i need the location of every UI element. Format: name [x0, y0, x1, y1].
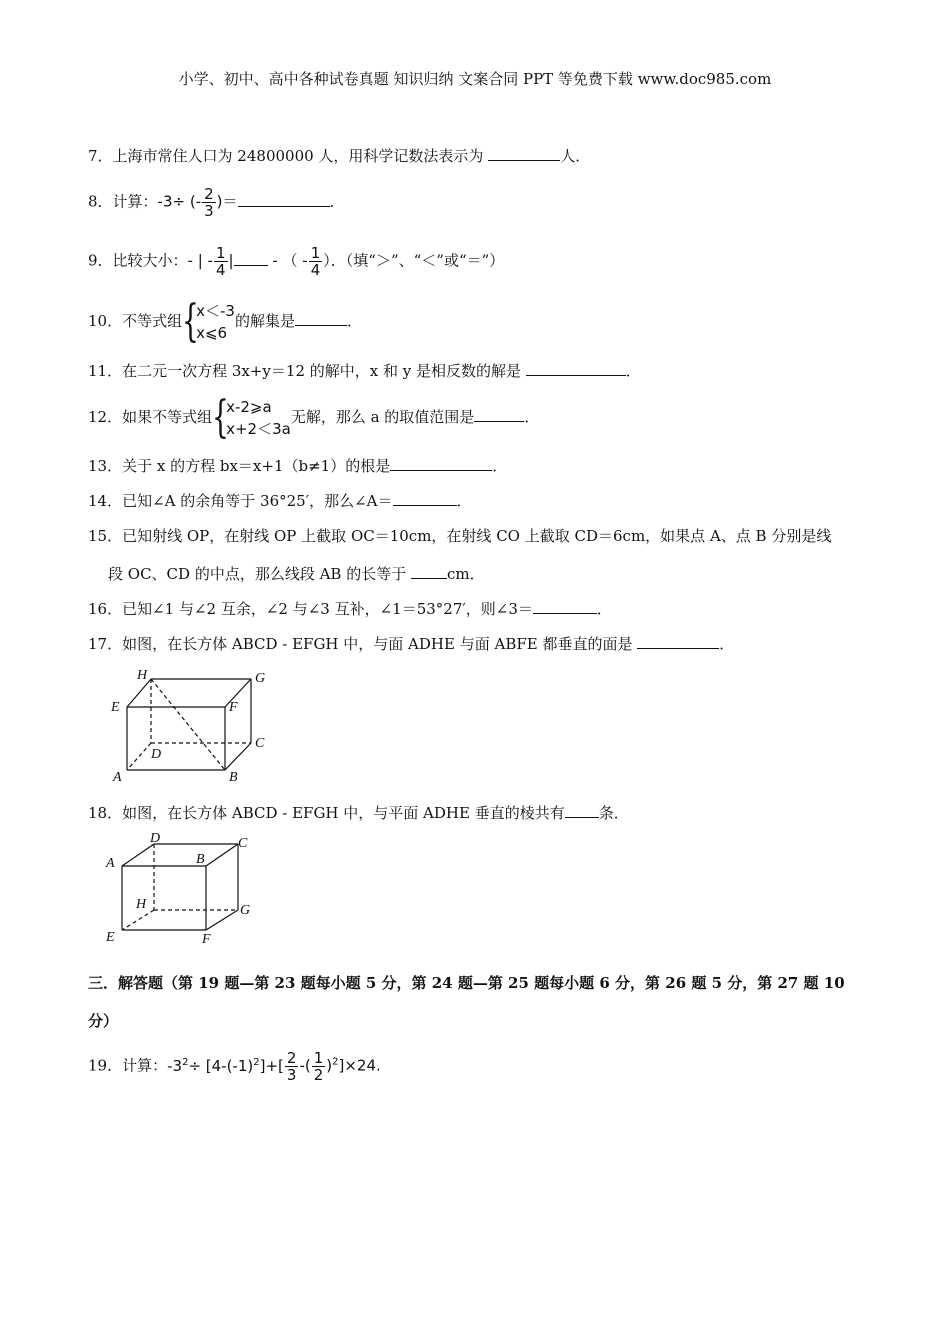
answer-blank[interactable] [390, 456, 492, 471]
brace-icon: { [212, 392, 229, 443]
question-text: 无解，那么 a 的取值范围是 [290, 408, 475, 426]
question-14 [88, 491, 472, 511]
question-text: 8．计算： [88, 192, 158, 211]
exponent: 2 [332, 1056, 339, 1068]
question-tail: ． [524, 408, 540, 426]
question-15 [88, 526, 831, 546]
vertex-label: G [255, 671, 266, 686]
question-text: 14．已知∠A 的余角等于 36°25′，那么∠A＝ [88, 492, 393, 510]
vertex-label: H [136, 897, 147, 912]
inequality-system [212, 392, 291, 443]
question-text: 7．上海市常住人口为 24800000 人，用科学记数法表示为 [88, 147, 484, 165]
section-heading-cont: 分） [88, 1012, 119, 1030]
fraction [202, 186, 216, 219]
denominator: 4 [215, 261, 226, 279]
question-text: 12．如果不等式组 [88, 408, 213, 426]
vertex-label: A [106, 856, 115, 871]
exponent: 2 [253, 1056, 260, 1068]
answer-blank[interactable] [565, 803, 599, 818]
math-expression: - | - [187, 251, 213, 270]
inequality-row: x-2⩾a [226, 398, 272, 416]
vertex-label: E [111, 700, 120, 715]
denominator: 3 [204, 202, 214, 220]
question-10 [88, 296, 362, 347]
fraction [214, 245, 228, 278]
vertex-label: F [202, 932, 211, 947]
vertex-label: F [229, 700, 238, 715]
fraction [312, 1050, 326, 1083]
question-17 [88, 634, 734, 654]
question-9 [88, 245, 504, 278]
question-text: 的解集是 [234, 312, 295, 330]
vertex-label: D [150, 831, 161, 846]
math-term: ) [326, 1056, 333, 1075]
question-tail: ）．（填“＞”、“＜”或“＝”） [323, 251, 505, 270]
question-text: 19．计算： [88, 1056, 168, 1075]
question-tail: ． [329, 192, 345, 211]
question-tail: 条． [598, 804, 629, 822]
question-text: 15．已知射线 OP，在射线 OP 上截取 OC＝10cm，在射线 CO 上截取 CD＝6cm，如果点 A、点 B 分别是线 [88, 527, 832, 545]
cuboid-figure-18 [100, 830, 270, 950]
answer-blank[interactable] [295, 311, 347, 326]
answer-blank[interactable] [234, 251, 268, 266]
page-header: 小学、初中、高中各种试卷真题 知识归纳 文案合同 PPT 等免费下载 www.doc985.com [178, 70, 772, 88]
question-text: 9．比较大小： [88, 251, 188, 270]
answer-blank[interactable] [474, 407, 524, 422]
answer-blank[interactable] [533, 599, 597, 614]
vertex-label: B [196, 852, 205, 867]
vertex-label: B [229, 770, 238, 785]
question-18 [88, 803, 629, 823]
question-text: 10．不等式组 [88, 312, 183, 330]
math-term: -( [299, 1056, 311, 1075]
numerator: 1 [310, 244, 321, 262]
answer-blank[interactable] [238, 192, 330, 207]
section-heading: 三．解答题（第 19 题—第 23 题每小题 5 分，第 24 题—第 25 题每小题 6 分，第 26 题 5 分，第 27 题 10 [88, 974, 845, 992]
question-text: 18．如图，在长方体 ABCD - EFGH 中，与平面 ADHE 垂直的棱共有 [88, 804, 565, 822]
cuboid-figure-17 [105, 665, 280, 785]
inequality-row: x＜-3 [196, 302, 235, 320]
question-text: 17．如图，在长方体 ABCD - EFGH 中，与面 ADHE 与面 ABFE 都垂直的面是 [88, 635, 633, 653]
question-tail: ． [492, 457, 508, 475]
inequality-system [182, 296, 235, 347]
vertex-label: E [106, 930, 115, 945]
answer-blank[interactable] [488, 146, 560, 161]
question-8 [88, 186, 345, 219]
question-19 [88, 1050, 381, 1083]
denominator: 3 [286, 1066, 297, 1084]
question-15-cont [108, 564, 485, 584]
question-tail: ． [719, 635, 735, 653]
question-11 [88, 361, 641, 381]
vertex-label: H [137, 668, 148, 683]
answer-blank[interactable] [411, 564, 447, 579]
question-text: 13．关于 x 的方程 bx＝x+1（b≠1）的根是 [88, 457, 391, 475]
vertex-label: D [151, 747, 162, 762]
question-12 [88, 392, 540, 443]
question-text: 11．在二元一次方程 3x+y＝12 的解中，x 和 y 是相反数的解是 [88, 362, 521, 380]
brace-icon: { [182, 296, 199, 347]
vertex-label: G [240, 903, 251, 918]
math-term: -3 [167, 1056, 183, 1075]
vertex-label: C [255, 736, 265, 751]
fraction [285, 1050, 299, 1083]
question-tail: cm． [447, 565, 485, 583]
math-expression: )＝ [216, 192, 238, 211]
exponent: 2 [182, 1056, 189, 1068]
question-text: 段 OC、CD 的中点，那么线段 AB 的长等于 [108, 565, 407, 583]
question-tail: ． [346, 312, 362, 330]
question-tail: ． [596, 600, 612, 618]
inequality-row: x⩽6 [196, 324, 228, 342]
inequality-row: x+2＜3a [226, 420, 291, 438]
numerator: 1 [215, 244, 226, 262]
question-7 [88, 146, 590, 166]
vertex-label: A [113, 770, 122, 785]
math-term: ]+[ [259, 1056, 284, 1075]
numerator: 1 [313, 1049, 324, 1067]
math-expression: | [228, 251, 234, 270]
numerator: 2 [204, 185, 214, 203]
math-term: ]×24. [338, 1056, 381, 1075]
answer-blank[interactable] [637, 634, 719, 649]
math-expression [167, 1057, 284, 1075]
math-expression: -3÷ (- [157, 192, 202, 211]
question-tail: ． [456, 492, 472, 510]
numerator: 2 [286, 1049, 297, 1067]
answer-blank[interactable] [393, 491, 457, 506]
denominator: 4 [310, 261, 321, 279]
question-13 [88, 456, 507, 476]
question-tail: ． [625, 362, 641, 380]
fraction [309, 245, 323, 278]
math-expression: - （ - [272, 251, 308, 270]
answer-blank[interactable] [526, 361, 626, 376]
question-16 [88, 599, 612, 619]
denominator: 2 [313, 1066, 324, 1084]
question-text: 16．已知∠1 与∠2 互余，∠2 与∠3 互补，∠1＝53°27′，则∠3＝ [88, 600, 533, 618]
math-term: ÷ [4-(-1) [188, 1056, 254, 1075]
vertex-label: C [238, 836, 248, 851]
question-tail: 人． [560, 147, 591, 165]
